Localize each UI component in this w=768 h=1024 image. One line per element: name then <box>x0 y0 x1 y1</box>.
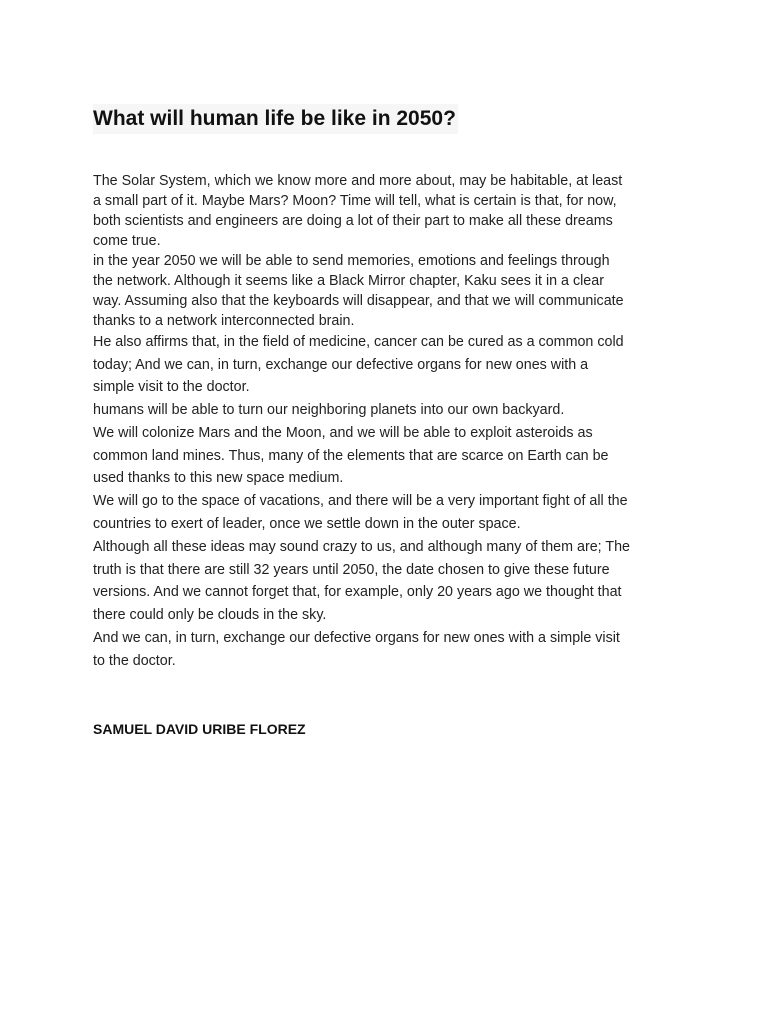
paragraph: Although all these ideas may sound crazy to us, and although many of them are; The truth is that there are still 32 years until 2050, the date chosen to give these future versions. And we cannot forget that, for example, only 20 years ago we thought that there could only be clouds in the sky. <box>93 539 630 623</box>
paragraph: We will go to the space of vacations, and there will be a very important fight of all the countries to exert of leader, once we settle down in the outer space. <box>93 493 628 532</box>
paragraph: He also affirms that, in the field of medicine, cancer can be cured as a common cold today; And we can, in turn, exchange our defective organs for new ones with a simple visit to the doctor. <box>93 334 624 396</box>
author-name: SAMUEL DAVID URIBE FLOREZ <box>93 721 306 737</box>
paragraph: And we can, in turn, exchange our defective organs for new ones with a simple visit to the doctor. <box>93 630 620 669</box>
paragraph: in the year 2050 we will be able to send memories, emotions and feelings through the network. Although it seems like a Black Mirror chapter, Kaku sees it in a clear way. Assuming also that the keyboards will disappear, and that we will communicate thanks to a network interconnected brain. <box>93 253 624 330</box>
document-title: What will human life be like in 2050? <box>93 104 458 134</box>
paragraph: humans will be able to turn our neighboring planets into our own backyard. <box>93 402 565 418</box>
paragraph: We will colonize Mars and the Moon, and we will be able to exploit asteroids as common land mines. Thus, many of the elements that are scarce on Earth can be used thanks to this new space medium. <box>93 425 609 487</box>
paragraph: The Solar System, which we know more and more about, may be habitable, at least a small part of it. Maybe Mars? Moon? Time will tell, what is certain is that, for now, both scientists and engineers are doing a lot of their part to make all these dreams come true. <box>93 173 623 250</box>
